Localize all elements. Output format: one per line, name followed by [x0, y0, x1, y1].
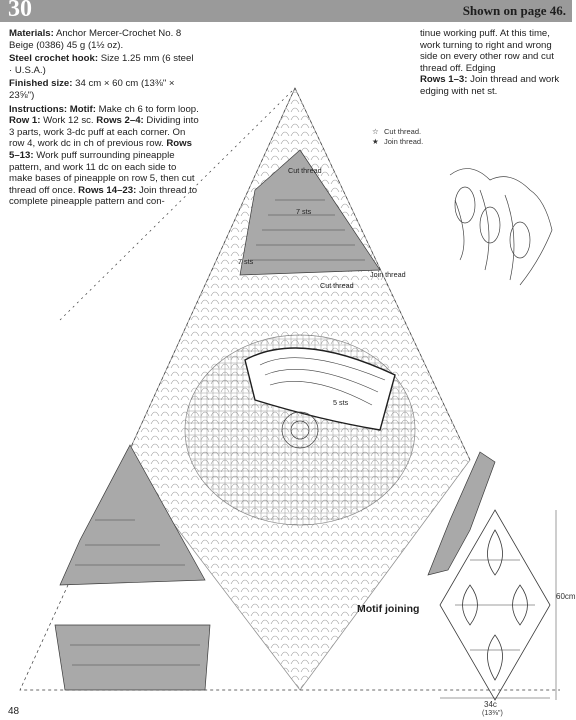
motif-text: Make ch 6 to form loop.	[98, 103, 199, 115]
legend-join-label: Join thread.	[384, 137, 424, 146]
pattern-number: 30	[8, 0, 32, 22]
row1-label: Row 1:	[9, 115, 41, 127]
dimension-width-inches: (13⅜")	[482, 710, 503, 717]
continued-text: tinue working puff. At this time, work turning to right and wrong side on every other row and cut thread off.	[420, 28, 554, 74]
size-label: Finished size:	[9, 78, 73, 90]
label-cut-thread-top: Cut thread	[288, 166, 322, 175]
star-filled-icon: ★	[372, 137, 379, 146]
rows2-4-text: Dividing into 3 parts, work 3-dc puff at each corner. On row 4, work dc in ch of previous row.	[9, 115, 199, 150]
materials-text: Anchor Mercer-Crochet No. 8 Beige (0386) 45 g (1½ oz).	[9, 28, 182, 51]
center-pineapple-motif	[185, 335, 415, 525]
dimension-width: 34c	[484, 700, 497, 709]
edging-chart	[450, 169, 552, 285]
rows5-13-text: Work puff surrounding pineapple pattern, and work 11 dc on each side to make bases of pineapple on row 5, then cut thread off once.	[9, 149, 195, 196]
dimension-height: 60cm	[556, 592, 576, 601]
label-join-thread: Join thread	[370, 270, 406, 279]
edging-text: Join thread and work edging with net st.	[420, 74, 560, 97]
label-motif-joining: Motif joining	[357, 603, 420, 615]
hook-text: Size 1.25 mm (6 steel · U.S.A.)	[9, 53, 194, 76]
shown-on-page-reference: Shown on page 46.	[462, 3, 566, 18]
label-sts-upper: 7 sts	[296, 207, 312, 216]
rows14-23-text: Join thread to complete pineapple pattern and con-	[9, 184, 198, 208]
rows14-23-label: Rows 14–23:	[78, 184, 137, 196]
star-outline-icon: ☆	[372, 127, 379, 136]
row1-text: Work 12 sc.	[43, 115, 94, 127]
label-cut-thread-mid: Cut thread	[320, 281, 354, 290]
rows2-4-label: Rows 2–4:	[96, 115, 144, 127]
edging-rows-label: Rows 1–3:	[420, 74, 468, 86]
size-text: 34 cm × 60 cm (13⅜" × 23⅝")	[9, 78, 175, 101]
page-number: 48	[8, 706, 20, 717]
legend-cut-label: Cut thread.	[384, 127, 422, 136]
motif-label: Motif:	[69, 103, 96, 115]
hook-label: Steel crochet hook:	[9, 53, 99, 65]
label-sts-left: 7 sts	[238, 257, 254, 266]
edging-label: Edging	[465, 62, 496, 74]
materials-label: Materials:	[9, 28, 54, 39]
shaded-pineapple-bottom	[55, 625, 210, 690]
rows5-13-label: Rows 5–13:	[9, 138, 192, 161]
label-sts-center: 5 sts	[333, 398, 349, 407]
instructions-label: Instructions:	[9, 103, 68, 115]
